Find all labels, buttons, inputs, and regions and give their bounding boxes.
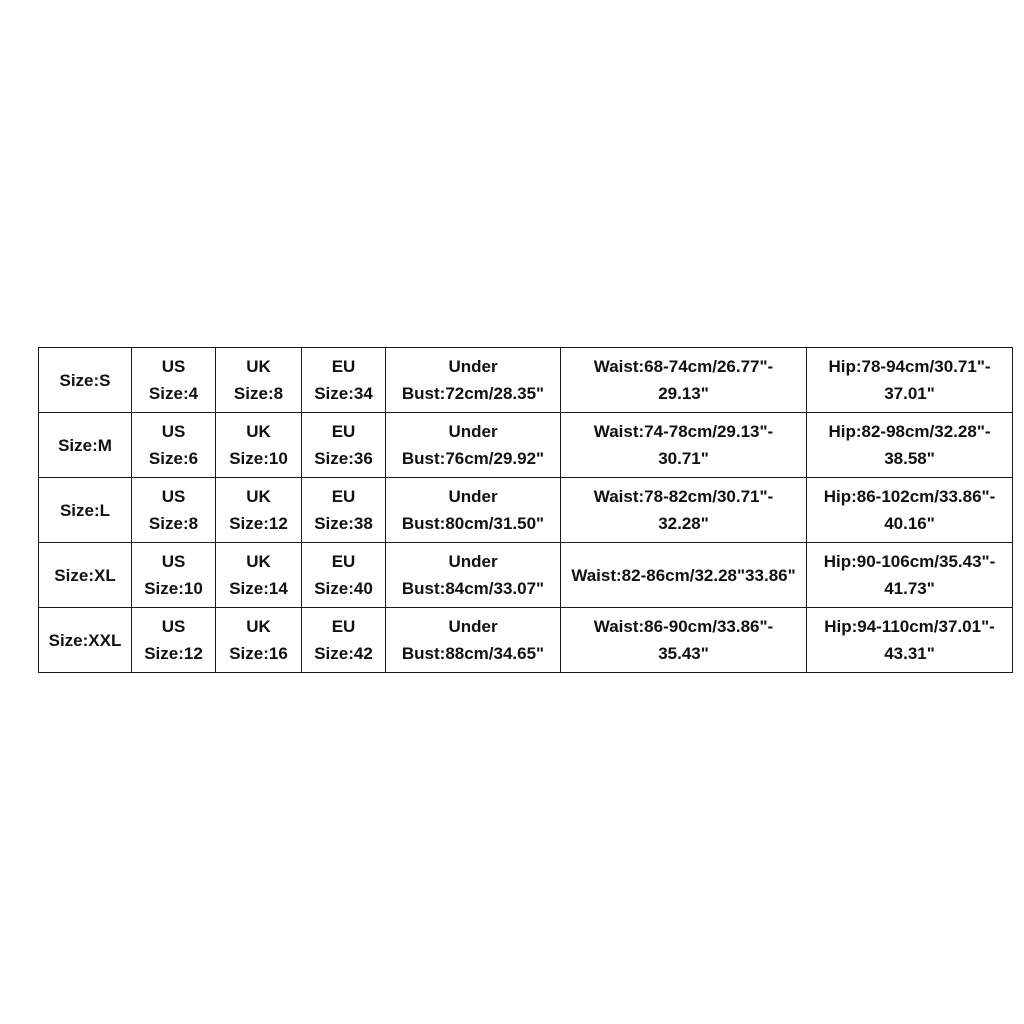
waist-line-2: 30.71"	[658, 449, 709, 468]
uk-size-cell	[216, 348, 302, 413]
waist-line-1: Waist:74-78cm/29.13"-	[593, 422, 774, 441]
uk-size-cell	[216, 608, 302, 673]
waist-cell	[561, 478, 807, 543]
eu-value: Size:42	[314, 644, 373, 663]
hip-line-1: Hip:86-102cm/33.86"-	[823, 487, 996, 506]
size-cell	[39, 608, 132, 673]
us-value: Size:4	[148, 384, 199, 403]
eu-label: EU	[331, 617, 356, 636]
waist-line-1: Waist:82-86cm/32.28"33.86"	[571, 565, 796, 585]
waist-line-1: Waist:68-74cm/26.77"-	[593, 357, 774, 376]
hip-cell	[807, 413, 1013, 478]
size-label: Size:XL	[54, 565, 116, 585]
hip-line-2: 43.31"	[884, 644, 935, 663]
hip-cell	[807, 608, 1013, 673]
waist-line-1: Waist:86-90cm/33.86"-	[593, 617, 774, 636]
size-chart-body	[39, 348, 1013, 673]
uk-value: Size:10	[229, 449, 288, 468]
hip-line-1: Hip:78-94cm/30.71"-	[828, 357, 991, 376]
hip-cell	[807, 478, 1013, 543]
us-label: US	[161, 357, 186, 376]
us-label: US	[161, 552, 186, 571]
eu-size-cell	[302, 543, 386, 608]
eu-value: Size:40	[314, 579, 373, 598]
uk-value: Size:14	[229, 579, 288, 598]
uk-size-cell	[216, 478, 302, 543]
under-bust-label: Under	[448, 617, 498, 636]
under-bust-cell	[386, 348, 561, 413]
table-row	[39, 478, 1013, 543]
uk-label: UK	[246, 617, 271, 636]
table-row	[39, 608, 1013, 673]
us-label: US	[161, 617, 186, 636]
hip-line-2: 40.16"	[884, 514, 935, 533]
under-bust-value: Bust:84cm/33.07"	[401, 579, 545, 598]
waist-cell	[561, 608, 807, 673]
eu-value: Size:36	[314, 449, 373, 468]
under-bust-cell	[386, 543, 561, 608]
size-label: Size:S	[59, 370, 111, 390]
waist-cell	[561, 348, 807, 413]
uk-label: UK	[246, 422, 271, 441]
eu-label: EU	[331, 552, 356, 571]
under-bust-value: Bust:80cm/31.50"	[401, 514, 545, 533]
size-label: Size:L	[59, 500, 111, 520]
us-value: Size:12	[144, 644, 203, 663]
uk-value: Size:16	[229, 644, 288, 663]
waist-cell	[561, 543, 807, 608]
waist-line-2: 32.28"	[658, 514, 709, 533]
waist-cell	[561, 413, 807, 478]
under-bust-value: Bust:88cm/34.65"	[401, 644, 545, 663]
eu-value: Size:34	[314, 384, 373, 403]
us-value: Size:6	[148, 449, 199, 468]
size-cell	[39, 478, 132, 543]
under-bust-cell	[386, 413, 561, 478]
hip-cell	[807, 543, 1013, 608]
size-chart-table	[38, 347, 1013, 673]
hip-line-1: Hip:82-98cm/32.28"-	[828, 422, 991, 441]
size-label: Size:M	[58, 435, 112, 455]
size-cell	[39, 348, 132, 413]
under-bust-cell	[386, 608, 561, 673]
uk-label: UK	[246, 552, 271, 571]
us-label: US	[161, 487, 186, 506]
us-size-cell	[132, 348, 216, 413]
waist-line-1: Waist:78-82cm/30.71"-	[593, 487, 774, 506]
hip-line-2: 37.01"	[884, 384, 935, 403]
eu-value: Size:38	[314, 514, 373, 533]
waist-line-2: 35.43"	[658, 644, 709, 663]
under-bust-label: Under	[448, 357, 498, 376]
uk-label: UK	[246, 487, 271, 506]
uk-size-cell	[216, 413, 302, 478]
us-size-cell	[132, 478, 216, 543]
us-label: US	[161, 422, 186, 441]
eu-size-cell	[302, 348, 386, 413]
under-bust-label: Under	[448, 422, 498, 441]
eu-label: EU	[331, 487, 356, 506]
uk-size-cell	[216, 543, 302, 608]
under-bust-label: Under	[448, 487, 498, 506]
uk-label: UK	[246, 357, 271, 376]
under-bust-cell	[386, 478, 561, 543]
size-cell	[39, 543, 132, 608]
under-bust-value: Bust:72cm/28.35"	[401, 384, 545, 403]
eu-size-cell	[302, 413, 386, 478]
us-value: Size:8	[148, 514, 199, 533]
eu-size-cell	[302, 608, 386, 673]
size-label: Size:XXL	[48, 630, 122, 650]
eu-size-cell	[302, 478, 386, 543]
uk-value: Size:12	[229, 514, 288, 533]
hip-cell	[807, 348, 1013, 413]
table-row	[39, 348, 1013, 413]
hip-line-1: Hip:90-106cm/35.43"-	[823, 552, 996, 571]
uk-value: Size:8	[233, 384, 284, 403]
us-size-cell	[132, 543, 216, 608]
under-bust-value: Bust:76cm/29.92"	[401, 449, 545, 468]
us-size-cell	[132, 413, 216, 478]
table-row	[39, 543, 1013, 608]
hip-line-2: 38.58"	[884, 449, 935, 468]
hip-line-1: Hip:94-110cm/37.01"-	[824, 617, 995, 636]
under-bust-label: Under	[448, 552, 498, 571]
us-value: Size:10	[144, 579, 203, 598]
us-size-cell	[132, 608, 216, 673]
waist-line-2: 29.13"	[658, 384, 709, 403]
hip-line-2: 41.73"	[884, 579, 935, 598]
eu-label: EU	[331, 422, 356, 441]
eu-label: EU	[331, 357, 356, 376]
table-row	[39, 413, 1013, 478]
size-cell	[39, 413, 132, 478]
